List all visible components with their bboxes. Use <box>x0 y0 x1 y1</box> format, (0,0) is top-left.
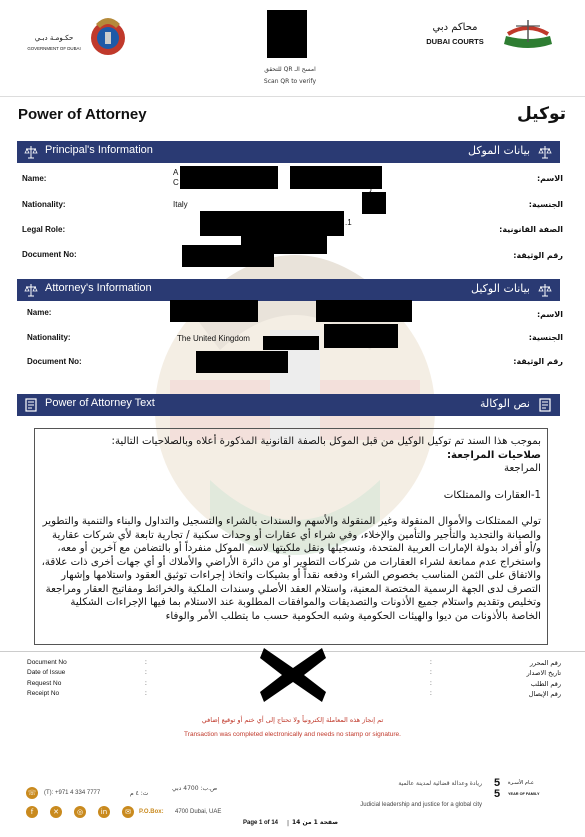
pobox-label: P.O.Box: <box>139 809 164 815</box>
gov-logo-ar: حكـومـة دبـي <box>34 34 74 42</box>
footer-request-no-label: Request No <box>27 680 62 687</box>
footer-colon: : <box>145 690 147 697</box>
footer-colon: : <box>430 669 432 676</box>
footer-request-no-label-ar: رقم الطلب <box>530 680 561 688</box>
gov-logo-en: GOVERNMENT OF DUBAI <box>27 46 81 51</box>
attorney-document-no-label: Document No: <box>27 357 82 366</box>
footer-document-no-label-ar: رقم المحرر <box>529 659 561 667</box>
principal-heading-en: Principal's Information <box>45 144 153 156</box>
year-of-family-ar: عـام الأسـرة <box>508 780 534 786</box>
page-title-en: Power of Attorney <box>18 106 147 123</box>
footer-colon: : <box>430 690 432 697</box>
phone-icon: ☏ <box>27 789 37 797</box>
attorney-section-header <box>17 279 560 301</box>
footer-receipt-no-label: Receipt No <box>27 690 60 697</box>
government-of-dubai-logo <box>22 12 132 62</box>
page-title-ar: توكيل <box>516 104 566 124</box>
tagline-ar: ريادة وعدالة قضائية لمدينة عالمية <box>398 780 482 787</box>
electronic-notice-en: Transaction was completed electronically and needs no stamp or signature. <box>184 731 401 738</box>
redacted-block <box>180 166 278 189</box>
footer-colon: : <box>430 680 432 687</box>
principal-section-header <box>17 141 560 163</box>
redacted-block <box>362 192 386 214</box>
principal-legal-role-label-ar: الصفة القانونية: <box>499 225 563 234</box>
redacted-block <box>170 300 258 322</box>
badge-55: 55 <box>494 777 501 800</box>
year-of-family-badge: YEAR OF FAMILY <box>508 792 540 796</box>
page-separator: | <box>287 820 290 827</box>
scales-logo-icon <box>502 16 554 52</box>
document-icon <box>538 398 552 412</box>
poa-heading-ar: نص الوكالة <box>480 397 530 410</box>
poa-paragraph: 1-العقارات والممتلكات <box>443 489 541 501</box>
principal-nationality-label: Nationality: <box>22 200 66 209</box>
attorney-nationality-label-ar: الجنسية: <box>528 333 563 342</box>
electronic-notice-ar: تم إنجاز هذه المعاملة إلكترونياً ولا تحتاج إلى أي ختم أو توقيع إضافي <box>201 716 384 724</box>
attorney-heading-ar: بيانات الوكيل <box>471 282 530 295</box>
header-divider <box>0 96 585 97</box>
footer-date-of-issue-label: Date of Issue <box>27 669 66 676</box>
principal-legal-role-label: Legal Role: <box>22 225 66 234</box>
attorney-document-no-label-ar: رقم الوثيقة: <box>513 357 563 366</box>
scales-icon <box>538 145 552 159</box>
poa-paragraph: تولي الممتلكات والأموال المنقولة وغير المنقولة والأسهم والسندات بالشراء والتسجيل والتداول والبناء والتنمية والتطوير والصيانة والتجديد والتأجير والتأمين والإخلاء، وفي شراء أي عقارات أو وحدات سكنية / تجارية تابعة لأي شركات عقارية و/أو أفراد بدولة الإمارات العربية المتحدة، وتسجيلها ونقل ملكيتها لاسم الموكل منفرداً أو بالتضامن مع آخرين أو معه، واستخراج عدم ممانعة لشراء العقارات من شركات التطوير أو من دائرة الأراضي والأملاك أو أي جهات أخرى ذات علاقة، والاتفاق على الثمن المناسب بخصوص الشراء ودفعه نقداً أو بشيكات واتخاذ إجراءات توثيق العقود واستلامها وإشهار التصرف لدى الجهة الرسمية المختصة المعنية، واستلام العقد الأصلي وسندات الملكية والخرائط ومفاتيح العقار ومراجعة وتخليص وتقديم واستلام جميع الأذونات والتصديقات والموافقات المطلوبة عند الاستلام بما فيها الإجراءات الشكلية الخاصة بالأذونات من ديوا والهيئات الحكومية وشبه الحكومية حسب ما يتطلب الأمر والوفاء <box>41 516 541 622</box>
principal-nationality-label-ar: الجنسية: <box>528 200 563 209</box>
attorney-name-label: Name: <box>27 308 52 317</box>
principal-name-label-ar: الاسم: <box>536 174 563 183</box>
dubai-emblem-icon <box>88 14 128 58</box>
footer-date-of-issue-label-ar: تاريخ الاصدار <box>526 669 561 677</box>
redaction-cross <box>258 646 328 704</box>
principal-name-label: Name: <box>22 174 47 183</box>
redacted-block <box>263 336 319 350</box>
redacted-block <box>324 324 398 348</box>
poa-text-box[interactable] <box>34 428 548 645</box>
footer-colon: : <box>145 680 147 687</box>
redacted-block <box>290 166 382 189</box>
attorney-heading-en: Attorney's Information <box>45 282 152 294</box>
mailbox-icon: ✉ <box>122 806 134 818</box>
contact-phone-ar: ت: ٤ م <box>130 790 149 797</box>
page-number-en: Page 1 of 14 <box>243 820 279 826</box>
page-number-ar: صفحة 1 من 14 <box>292 819 339 826</box>
x-icon[interactable]: ✕ <box>50 806 62 818</box>
poa-text-section-header <box>17 394 560 416</box>
principal-name-fragment: A <box>173 168 179 177</box>
scales-icon <box>24 283 38 297</box>
principal-legal-role-fragment: .1 <box>345 218 352 227</box>
qr-text-en: Scan QR to verify <box>263 78 317 85</box>
principal-heading-ar: بيانات الموكل <box>467 144 530 157</box>
principal-document-no-label-ar: رقم الوثيقة: <box>513 251 563 260</box>
poa-paragraph: بموجب هذا السند تم توكيل الوكيل من قبل الموكل بالصفة القانونية المذكورة أعلاه وبالصلاحيات التالية: <box>111 436 541 447</box>
redacted-block <box>196 351 288 373</box>
scales-icon <box>538 283 552 297</box>
footer-colon: : <box>430 659 432 666</box>
poa-heading-en: Power of Attorney Text <box>45 397 155 409</box>
redacted-block <box>316 300 412 322</box>
linkedin-icon[interactable]: in <box>98 806 110 818</box>
contact-pobox-ar: ص.ب: 4700 دبي <box>172 785 218 792</box>
redacted-block <box>200 211 344 236</box>
tagline-en: Judicial leadership and justice for a global city <box>360 802 482 808</box>
principal-nationality-value: Italy <box>173 200 188 209</box>
contact-phone: (T): +971 4 334 7777 <box>44 790 101 796</box>
pobox-value: 4700 Dubai, UAE <box>175 809 222 815</box>
poa-paragraph: المراجعة <box>504 463 541 474</box>
dubai-courts-logo <box>420 12 570 62</box>
facebook-icon[interactable]: f <box>26 806 38 818</box>
courts-logo-en: DUBAI COURTS <box>426 37 484 46</box>
poa-paragraph: صلاحيات المراجعة: <box>446 449 541 461</box>
principal-document-no-label: Document No: <box>22 250 77 259</box>
footer-receipt-no-label-ar: رقم الإيصال <box>528 690 561 698</box>
document-icon <box>24 398 38 412</box>
footer-colon: : <box>145 659 147 666</box>
instagram-icon[interactable]: ◎ <box>74 806 86 818</box>
scales-icon <box>24 145 38 159</box>
redacted-block <box>182 245 274 267</box>
qr-text-ar: امسح الـ QR للتحقق <box>264 66 316 73</box>
courts-logo-ar: محاكم دبي <box>432 22 478 33</box>
attorney-nationality-label: Nationality: <box>27 333 71 342</box>
footer-colon: : <box>145 669 147 676</box>
attorney-name-label-ar: الاسم: <box>536 310 563 319</box>
footer-document-no-label: Document No <box>27 659 67 666</box>
qr-code[interactable] <box>267 10 307 58</box>
principal-name-fragment: C <box>173 178 179 187</box>
attorney-nationality-value: The United Kingdom <box>177 334 250 343</box>
